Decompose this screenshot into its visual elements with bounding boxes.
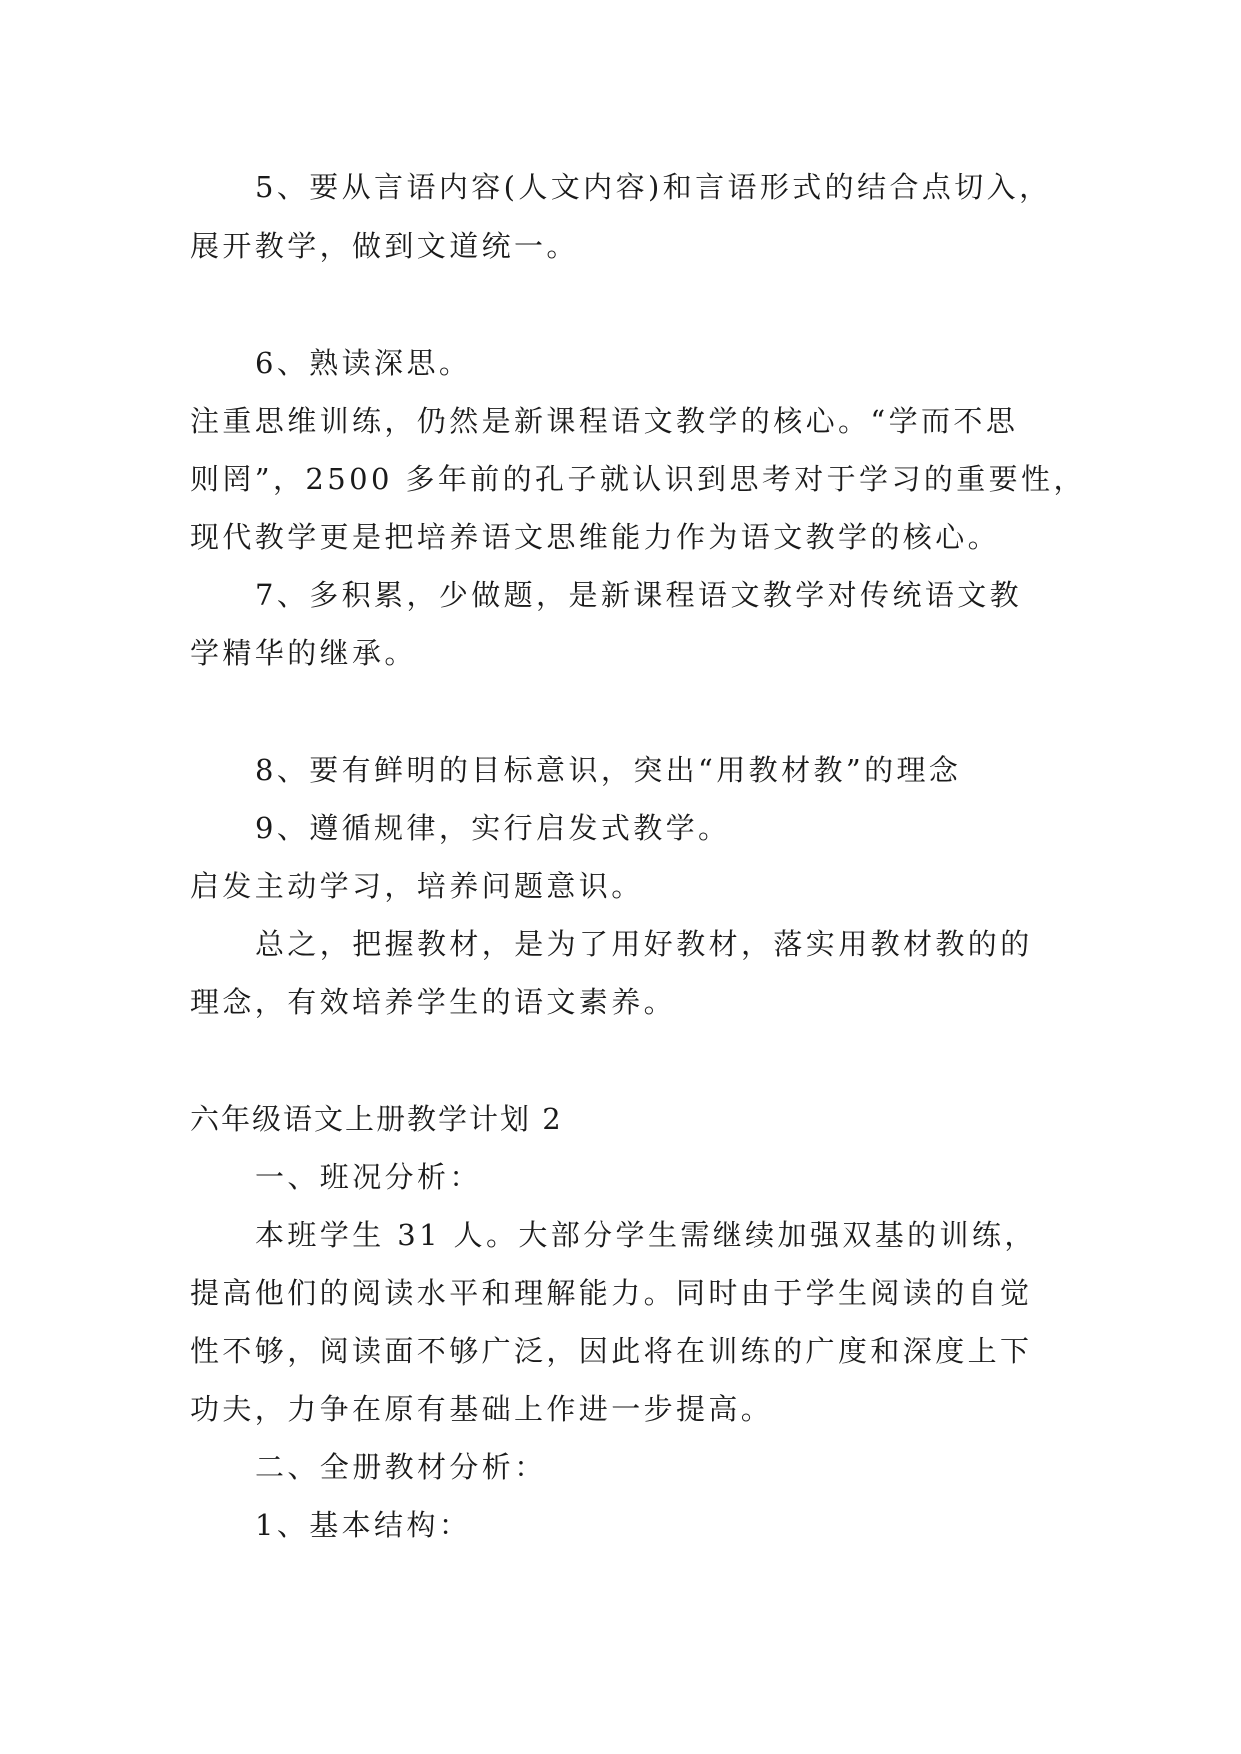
paragraph-7-line-2: 学精华的继承。 (190, 636, 417, 670)
summary-line-1: 总之，把握教材，是为了用好教材，落实用教材教的的 (255, 927, 1033, 961)
class-analysis-line-4: 功夫，力争在原有基础上作进一步提高。 (190, 1392, 774, 1426)
paragraph-6-line-3: 现代教学更是把培养语文思维能力作为语文教学的核心。 (190, 520, 1001, 554)
paragraph-8: 8、要有鲜明的目标意识，突出“用教材教”的理念 (255, 753, 962, 787)
class-analysis-line-3: 性不够，阅读面不够广泛，因此将在训练的广度和深度上下 (190, 1334, 1033, 1368)
class-analysis-line-1: 本班学生 31 人。大部分学生需继续加强双基的训练， (255, 1218, 1037, 1252)
paragraph-5-line-1: 5、要从言语内容(人文内容)和言语形式的结合点切入， (255, 170, 1052, 204)
summary-line-2: 理念，有效培养学生的语文素养。 (190, 985, 677, 1019)
paragraph-9-heading: 9、遵循规律，实行启发式教学。 (255, 811, 731, 845)
paragraph-9-line-1: 启发主动学习，培养问题意识。 (190, 869, 644, 903)
basic-structure-heading: 1、基本结构： (255, 1508, 472, 1542)
paragraph-6-heading: 6、熟读深思。 (255, 346, 472, 380)
class-analysis-line-2: 提高他们的阅读水平和理解能力。同时由于学生阅读的自觉 (190, 1276, 1033, 1310)
paragraph-6-line-2: 则罔”，2500 多年前的孔子就认识到思考对于学习的重要性， (190, 462, 1086, 496)
textbook-analysis-heading: 二、全册教材分析： (255, 1450, 547, 1484)
paragraph-5-line-2: 展开教学，做到文道统一。 (190, 229, 579, 263)
class-analysis-heading: 一、班况分析： (255, 1160, 482, 1194)
paragraph-6-line-1: 注重思维训练，仍然是新课程语文教学的核心。“学而不思 (190, 404, 1019, 438)
section-title: 六年级语文上册教学计划 2 (190, 1102, 563, 1136)
paragraph-7-line-1: 7、多积累，少做题，是新课程语文教学对传统语文教 (255, 578, 1023, 612)
